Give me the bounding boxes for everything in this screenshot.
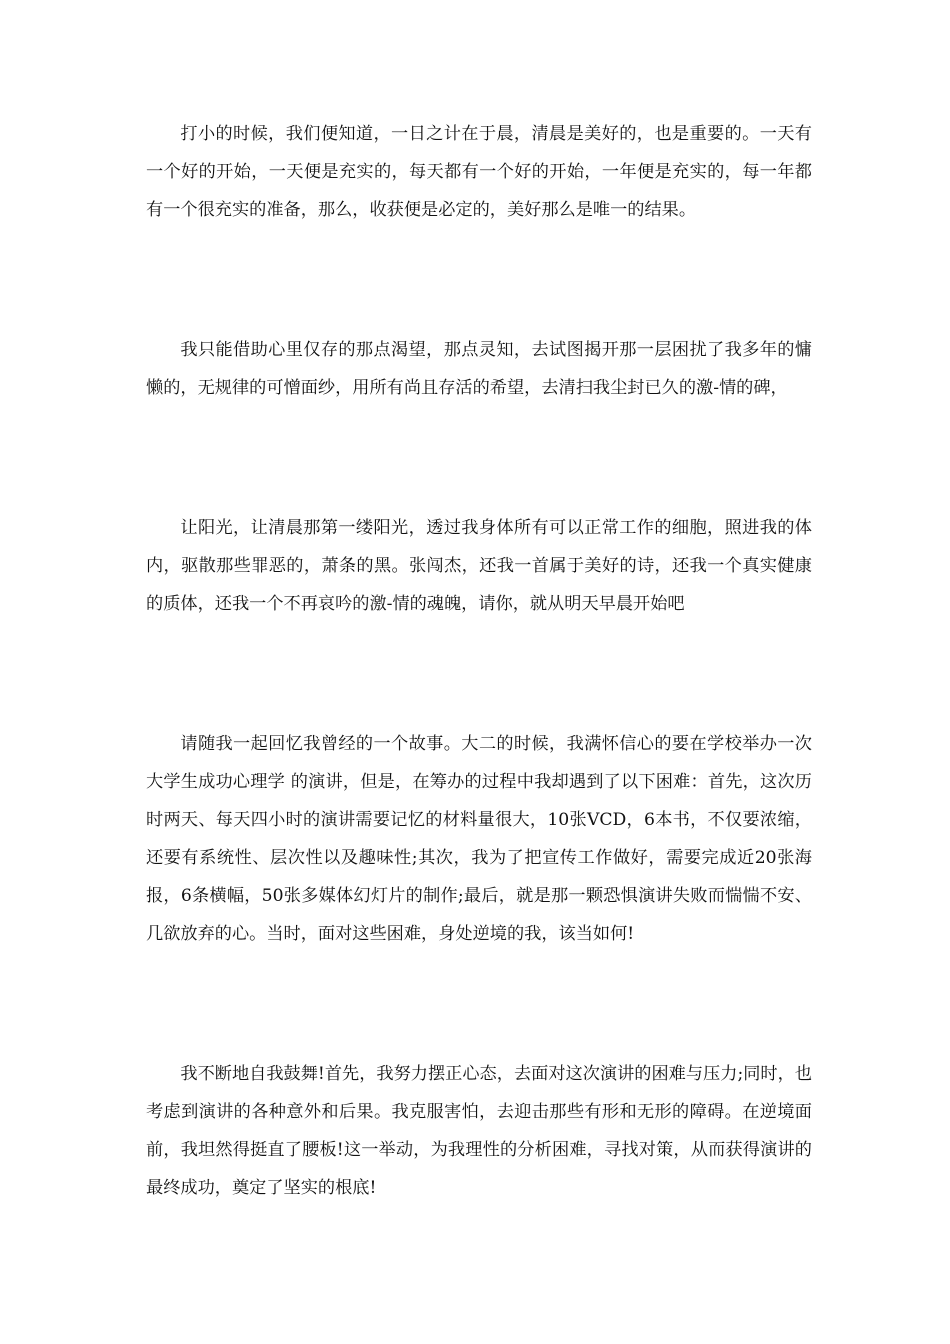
paragraph-morning-importance: 打小的时候，我们便知道，一日之计在于晨，清晨是美好的，也是重要的。一天有一个好的开始，一天便是充实的，每天都有一个好的开始，一年便是充实的，每一年都有一个很充实的准备，那么，收获便是必定的，美好那么是唯一的结果。 — [146, 124, 812, 220]
paragraph-longing: 我只能借助心里仅存的那点渴望，那点灵知，去试图揭开那一层困扰了我多年的慵懒的，无规律的可憎面纱，用所有尚且存活的希望，去清扫我尘封已久的激-情的碑， — [146, 340, 812, 398]
paragraph-sunlight: 让阳光，让清晨那第一缕阳光，透过我身体所有可以正常工作的细胞，照进我的体内，驱散那些罪恶的，萧条的黑。张闯杰，还我一首属于美好的诗，还我一个真实健康的质体，还我一个不再哀吟的激-情的魂魄，请你，就从明天早晨开始吧 — [146, 518, 812, 614]
paragraph-encouragement: 我不断地自我鼓舞!首先，我努力摆正心态，去面对这次演讲的困难与压力;同时，也考虑到演讲的各种意外和后果。我克服害怕，去迎击那些有形和无形的障碍。在逆境面前，我坦然得挺直了腰板!这一举动，为我理性的分析困难，寻找对策，从而获得演讲的最终成功，奠定了坚实的根底! — [146, 1064, 812, 1198]
paragraph-story: 请随我一起回忆我曾经的一个故事。大二的时候，我满怀信心的要在学校举办一次 大学生成功心理学 的演讲，但是，在筹办的过程中我却遇到了以下困难：首先，这次历时两天、每天四小时的演讲需要记忆的材料量很大，10张VCD，6本书，不仅要浓缩，还要有系统性、层次性以及趣味性;其次，我为了把宣传工作做好，需要完成近20张海报，6条横幅，50张多媒体幻灯片的制作;最后，就是那一颗恐惧演讲失败而惴惴不安、几欲放弃的心。当时，面对这些困难，身处逆境的我，该当如何! — [146, 734, 812, 944]
